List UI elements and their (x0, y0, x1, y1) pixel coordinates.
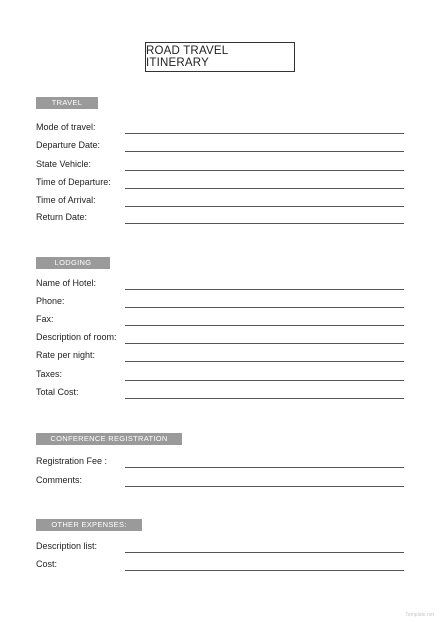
field-label: Taxes: (36, 369, 63, 379)
field-time-of-arrival (36, 194, 404, 208)
document-title-text: ROAD TRAVEL ITINERARY (146, 45, 228, 69)
field-total-cost (36, 386, 404, 400)
document-title (145, 42, 295, 72)
fill-in-line[interactable] (125, 486, 404, 487)
fill-in-line[interactable] (125, 570, 404, 571)
field-registration-fee (36, 455, 404, 469)
field-mode-of-travel (36, 121, 404, 135)
watermark: Template.net (405, 612, 434, 618)
fill-in-line[interactable] (125, 188, 404, 189)
fill-in-line[interactable] (125, 151, 404, 152)
fill-in-line[interactable] (125, 467, 404, 468)
field-cost (36, 558, 404, 572)
fill-in-line[interactable] (125, 325, 404, 326)
field-label: Registration Fee : (36, 456, 108, 466)
fill-in-line[interactable] (125, 380, 404, 381)
fill-in-line[interactable] (125, 361, 404, 362)
field-state-vehicle (36, 158, 404, 172)
fill-in-line[interactable] (125, 133, 404, 134)
field-label: State Vehicle: (36, 159, 92, 169)
fill-in-line[interactable] (125, 170, 404, 171)
field-label: Comments: (36, 475, 83, 485)
field-label: Name of Hotel: (36, 278, 97, 288)
field-label: Total Cost: (36, 387, 79, 397)
field-label: Rate per night: (36, 350, 96, 360)
field-fax (36, 313, 404, 327)
field-label: Mode of travel: (36, 122, 96, 132)
section-label-travel: TRAVEL (36, 97, 98, 109)
field-return-date (36, 211, 404, 225)
section-label-other-expenses: OTHER EXPENSES: (36, 519, 142, 531)
fill-in-line[interactable] (125, 223, 404, 224)
fill-in-line[interactable] (125, 307, 404, 308)
field-rate-per-night (36, 349, 404, 363)
field-departure-date (36, 139, 404, 153)
section-label-conference-registration: CONFERENCE REGISTRATION (36, 433, 182, 445)
field-label: Fax: (36, 314, 54, 324)
field-label: Description list: (36, 541, 98, 551)
field-label: Departure Date: (36, 140, 101, 150)
field-label: Time of Arrival: (36, 195, 96, 205)
field-comments (36, 474, 404, 488)
field-taxes (36, 368, 404, 382)
field-name-of-hotel (36, 277, 404, 291)
field-label: Description of room: (36, 332, 117, 342)
fill-in-line[interactable] (125, 289, 404, 290)
field-phone (36, 295, 404, 309)
field-label: Time of Departure: (36, 177, 111, 187)
fill-in-line[interactable] (125, 206, 404, 207)
field-description-list (36, 540, 404, 554)
field-description-of-room (36, 331, 404, 345)
field-label: Cost: (36, 559, 58, 569)
field-time-of-departure (36, 176, 404, 190)
field-label: Return Date: (36, 212, 88, 222)
section-label-lodging: LODGING (36, 257, 110, 269)
fill-in-line[interactable] (125, 398, 404, 399)
fill-in-line[interactable] (125, 343, 404, 344)
field-label: Phone: (36, 296, 65, 306)
fill-in-line[interactable] (125, 552, 404, 553)
